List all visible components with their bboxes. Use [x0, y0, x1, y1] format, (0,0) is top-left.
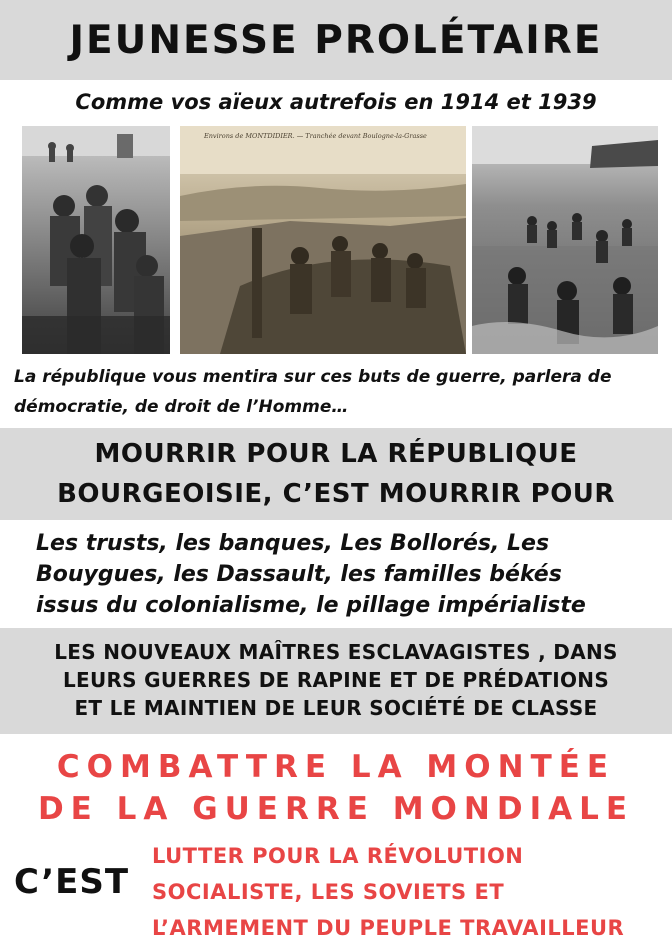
- lutter-line-1: LUTTER POUR LA RÉVOLUTION: [152, 844, 524, 868]
- list-line-1: Les trusts, les banques, Les Bollorés, Les: [36, 531, 550, 556]
- photo-trench-postcard: [180, 126, 466, 354]
- esclav-line-2: LEURS GUERRES DE RAPINE ET DE PRÉDATIONS: [62, 668, 610, 692]
- lutter-slogan: [152, 838, 672, 946]
- mourrir-line-1: MOURRIR POUR LA RÉPUBLIQUE: [94, 439, 578, 469]
- lutter-line-3: L’ARMEMENT DU PEUPLE TRAVAILLEUR: [152, 916, 625, 940]
- esclavagistes-heading: [0, 628, 672, 734]
- beneficiaries-list: [0, 522, 672, 626]
- list-line-3: issus du colonialisme, le pillage impérialiste: [36, 593, 586, 618]
- photo-beach-landing: [472, 126, 658, 354]
- combat-line-2: DE LA GUERRE MONDIALE: [37, 791, 635, 827]
- page-title: JEUNESSE PROLÉTAIRE: [69, 17, 603, 63]
- subtitle: Comme vos aïeux autrefois en 1914 et 1939: [75, 90, 597, 114]
- photos-caption: La république vous mentira sur ces buts de guerre, parlera de démocratie, de droit de l’Homme…: [14, 367, 612, 417]
- photo-gas-mask-soldiers: [22, 126, 170, 354]
- postcard-caption: Environs de MONTDIDIER. — Tranchée devant Boulogne-la-Grasse: [204, 132, 427, 140]
- combat-line-1: COMBATTRE LA MONTÉE: [56, 749, 616, 785]
- esclav-line-3: ET LE MAINTIEN DE LEUR SOCIÉTÉ DE CLASSE: [74, 696, 598, 720]
- esclav-line-1: LES NOUVEAUX MAÎTRES ESCLAVAGISTES , DANS: [54, 640, 618, 664]
- lutter-line-2: SOCIALISTE, LES SOVIETS ET: [152, 880, 505, 904]
- combat-slogan: [0, 746, 672, 836]
- mourrir-heading: [0, 428, 672, 520]
- mourrir-line-2: BOURGEOISIE, C’EST MOURRIR POUR: [57, 479, 615, 509]
- page-title-band: [0, 0, 672, 80]
- cest-label: C’EST: [14, 862, 130, 902]
- list-line-2: Bouygues, les Dassault, les familles békés: [36, 562, 562, 587]
